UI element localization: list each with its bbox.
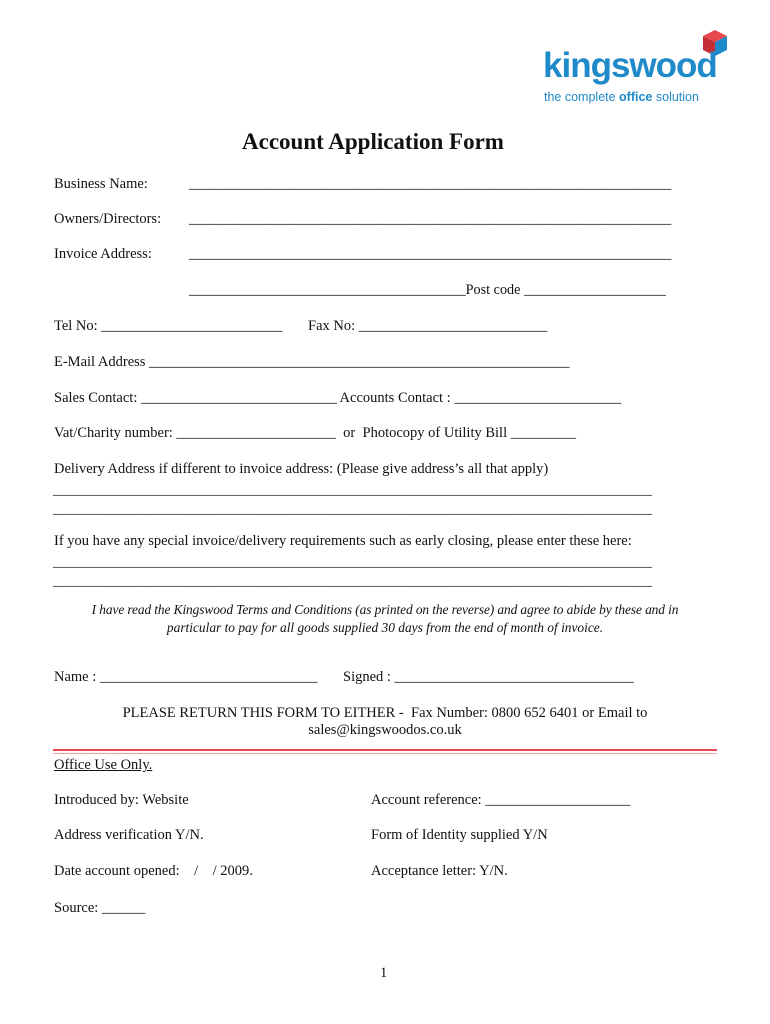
- introduced-by: Introduced by: Website: [54, 792, 189, 808]
- delivery-address-label: Delivery Address if different to invoice address: (Please give address’s all that apply): [54, 461, 549, 477]
- logo-tagline-bold: office: [619, 90, 653, 104]
- address-verification: Address verification Y/N.: [54, 827, 204, 843]
- special-requirements-line-2[interactable]: _____________________________________________________________________________________: [53, 573, 652, 589]
- invoice-address-field[interactable]: ____________________________________________________________________: [189, 246, 672, 262]
- business-name-field[interactable]: ____________________________________________________________________: [189, 176, 672, 192]
- signed-field[interactable]: Signed : _________________________________: [343, 669, 634, 685]
- invoice-address-label: Invoice Address:: [54, 246, 152, 262]
- acceptance-letter: Acceptance letter: Y/N.: [371, 863, 508, 879]
- delivery-address-line-2[interactable]: _____________________________________________________________________________________: [53, 501, 652, 517]
- return-email: sales@kingswoodos.co.uk: [308, 722, 462, 738]
- email-field[interactable]: E-Mail Address __________________________________________________________: [54, 354, 570, 370]
- sales-accounts-contact-field[interactable]: Sales Contact: ___________________________ Accounts Contact : _______________________: [54, 390, 622, 406]
- terms-line-2: particular to pay for all goods supplied 30 days from the end of month of invoice.: [166, 620, 604, 635]
- fax-field[interactable]: Fax No: __________________________: [308, 318, 548, 334]
- owners-directors-field[interactable]: ____________________________________________________________________: [189, 211, 672, 227]
- special-requirements-line-1[interactable]: _____________________________________________________________________________________: [53, 554, 652, 570]
- special-requirements-label: If you have any special invoice/delivery requirements such as early closing, please enter these here:: [54, 533, 632, 549]
- divider-rule-secondary: [53, 753, 717, 754]
- kingswood-logo: [543, 30, 733, 110]
- source-field[interactable]: Source: ______: [54, 900, 146, 916]
- page-number: 1: [380, 965, 388, 981]
- identity-supplied: Form of Identity supplied Y/N: [371, 827, 548, 843]
- terms-line-1: I have read the Kingswood Terms and Conditions (as printed on the reverse) and agree to abide by these and in: [91, 602, 679, 617]
- delivery-address-line-1[interactable]: _____________________________________________________________________________________: [53, 482, 652, 498]
- logo-brand: kingswood: [543, 46, 717, 85]
- owners-directors-label: Owners/Directors:: [54, 211, 162, 227]
- name-field[interactable]: Name : ______________________________: [54, 669, 318, 685]
- page-title: Account Application Form: [242, 129, 504, 154]
- logo-tagline-post: solution: [652, 90, 699, 104]
- postcode-row[interactable]: _______________________________________Post code ____________________: [189, 282, 666, 298]
- account-reference-field[interactable]: Account reference: ____________________: [371, 792, 631, 808]
- divider-rule: [53, 749, 717, 751]
- vat-charity-field[interactable]: Vat/Charity number: ______________________ or Photocopy of Utility Bill _________: [54, 425, 576, 441]
- return-instructions-line-1: PLEASE RETURN THIS FORM TO EITHER - Fax Number: 0800 652 6401 or Email to: [122, 705, 648, 721]
- tel-field[interactable]: Tel No: _________________________: [54, 318, 283, 334]
- logo-tagline-pre: the complete: [544, 90, 620, 104]
- office-use-heading: Office Use Only.: [54, 757, 153, 773]
- logo-tagline: [544, 90, 699, 104]
- date-account-opened: Date account opened: / / 2009.: [54, 863, 253, 879]
- business-name-label: Business Name:: [54, 176, 148, 192]
